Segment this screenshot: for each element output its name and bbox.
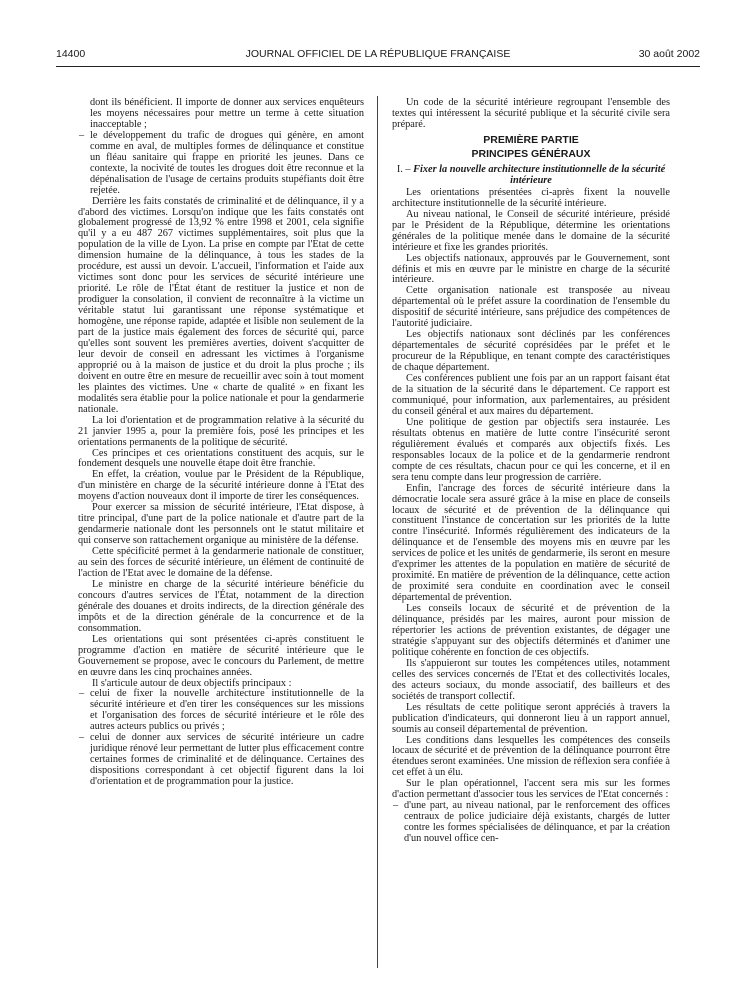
paragraph: Il s'articule autour de deux objectifs principaux : [92,677,292,689]
paragraph: Les objectifs nationaux, approuvés par le Gouvernement, sont définis et mis en œuvre par le ministre en charge de la sécurité intérieure. [392,252,670,286]
part-title: PREMIÈRE PARTIE [483,133,579,146]
paragraph: Ils s'appuieront sur toutes les compétences utiles, notamment celles des services concernés de l'Etat et des collectivités locales, des acteurs sociaux, du monde associatif, des bailleurs et des sociétés de transport collectif. [392,657,670,702]
section-title: Fixer la nouvelle architecture institutionnelle de la sécurité intérieure [413,163,666,186]
paragraph: Cette organisation nationale est transposée au niveau départemental où le préfet assure la coordination de l'ensemble du dispositif de sécurité intérieure, sans préjudice des compétences de l'autorité judiciaire. [392,285,670,330]
paragraph: Les objectifs nationaux sont déclinés par les conférences départementales de sécurité coprésidées par le préfet et le procureur de la République, en tenant compte des caractéristiques de chaque département. [392,329,670,374]
paragraph: Ces conférences publient une fois par an un rapport faisant état de la situation de la sécurité dans le département. Ce rapport est communiqué, pour information, aux parlementaires, au président du conseil général et aux maires du département. [392,373,670,417]
paragraph: Au niveau national, le Conseil de sécurité intérieure, présidé par le Président de la République, détermine les orientations générales de la politique menée dans le domaine de la sécurité intérieure et fixe les grandes priorités. [392,208,670,253]
left-column [78,98,364,788]
header-rule [56,66,700,67]
dash-list [78,689,364,788]
paragraph: Le ministre en charge de la sécurité intérieure bénéficie du concours d'autres services de l'État, notamment de la direction générale des douanes et droits indirects, de la direction générale des impôts et de la direction générale de la concurrence et de la consommation. [78,578,364,634]
paragraph: dont ils bénéficient. Il importe de donner aux services enquêteurs les moyens nécessaires pour mettre un terme à cette situation inacceptable ; [90,97,364,130]
list-item: – le développement du trafic de drogues qui génère, en amont comme en aval, de multiples formes de délinquance et constitue un fléau sanitaire qui frappe en priorité les jeunes. Dans ce contexte, la nocivité de toutes les drogues doit être reconnue et la dépénalisation de l'usage de certains produits stupéfiants doit être rejetée. [90,131,364,197]
page-header [56,48,700,66]
journal-title: JOURNAL OFFICIEL DE LA RÉPUBLIQUE FRANÇAISE [245,48,511,60]
paragraph: Les orientations présentées ci-après fixent la nouvelle architecture institutionnelle de la sécurité intérieure. [392,186,670,209]
paragraph: Un code de la sécurité intérieure regroupant l'ensemble des textes qui intéressent la sécurité publique et la sécurité civile sera préparé. [392,97,670,130]
column-divider [377,96,378,968]
paragraph: Enfin, l'ancrage des forces de sécurité intérieure dans la démocratie locale sera assuré grâce à la mise en place de conseils locaux de sécurité et de prévention de la délinquance qui constituent l'instance de concertation sur les priorités de la lutte contre l'insécurité. Informés régulièrement des indicateurs de la délinquance et de l'ensemble des moyens mis en œuvre par les services de police et les unités de gendarmerie, ils seront en mesure d'exprimer les attentes de la population en matière de sécurité de proximité. En matière de prévention de la délinquance, cette action de proximité sera conduite en coordination avec le conseil départemental de prévention. [392,482,670,604]
paragraph: Derrière les faits constatés de criminalité et de délinquance, il y a d'abord des victimes. Lorsqu'on indique que les faits constatés ont globalement progressé de 13,92 % entre 1998 et 2001, cela signifie qu'il y a eu 487 267 victimes supplémentaires, soit plus que la population de la ville de Lyon. La prise en compte par l'Etat de cette dimension humaine de la délinquance, à tous les stades de la procédure, est aussi un devoir. L'accueil, l'information et l'aide aux victimes sont donc pour les services de sécurité intérieure une priorité. Le rôle de l'État étant de restituer la justice et non de prodiguer la consolation, il convient de reconnaître à la victime un véritable statut lui garantissant une réponse systématique et homogène, une réponse rapide, adaptée et lisible non seulement de la part de la justice mais également des forces de sécurité qui, parce qu'elles sont souvent les premières averties, doivent s'acquitter de leur devoir de conseil en adressant les victimes à l'organisme approprié ou à la maison de justice et du droit la plus proche ; ils doivent en outre être en mesure de recueillir avec soin à tout moment les plaintes des victimes. Une « charte de qualité » en fixant les modalités sera établie pour la police nationale et pour la gendarmerie nationale. [78,195,364,415]
publication-date: 30 août 2002 [638,48,700,60]
dash-list [392,801,670,845]
list-item: – celui de fixer la nouvelle architecture institutionnelle de la sécurité intérieure et d'en tirer les conséquences sur les missions et l'organisation des forces de sécurité intérieure et le rôle des autres acteurs publics ou privés ; [90,689,364,733]
paragraph: Cette spécificité permet à la gendarmerie nationale de constituer, au sein des forces de sécurité intérieure, un élément de continuité de l'action de l'Etat avec le domaine de la défense. [78,546,364,579]
paragraph: Sur le plan opérationnel, l'accent sera mis sur les formes d'action permettant d'associer tous les services de l'Etat concernés : [392,778,670,801]
list-item: – celui de donner aux services de sécurité intérieure un cadre juridique rénové leur permettant de lutter plus efficacement contre certaines formes de criminalité et de délinquance. Certaines des dispositions correspondant à cet objectif figurent dans la loi d'orientation et de programmation pour la justice. [90,733,364,788]
paragraph: Pour exercer sa mission de sécurité intérieure, l'Etat dispose, à titre principal, d'une part de la police nationale et d'autre part de la gendarmerie nationale dont les personnels ont le statut militaire et qui conserve son rattachement organique au ministère de la défense. [78,502,364,547]
paragraph: La loi d'orientation et de programmation relative à la sécurité du 21 janvier 1995 a, pour la première fois, posé les principes et les orientations permanents de la politique de sécurité. [78,414,364,448]
paragraph: Les orientations qui sont présentées ci-après constituent le programme d'action en matière de sécurité intérieure que le Gouvernement se propose, avec le concours du Parlement, de mettre en œuvre dans les cinq prochaines années. [78,633,364,678]
list-item: – d'une part, au niveau national, par le renforcement des offices centraux de police judiciaire déjà existants, chargés de lutter contre les formes spécialisées de délinquance, et par la création d'un nouvel office cen- [404,801,670,845]
paragraph: En effet, la création, voulue par le Président de la République, d'un ministère en charge de la sécurité intérieure donne à l'Etat des moyens d'action nouveaux dont il importe de tirer les conséquences. [78,469,364,503]
paragraph: Les conseils locaux de sécurité et de prévention de la délinquance, présidés par les maires, auront pour mission de répertorier les actions de prévention existantes, de dégager une stratégie s'appuyant sur des objectifs déterminés et d'animer une politique cohérente en fonction de ces objectifs. [392,603,670,658]
page-number: 14400 [56,48,86,60]
part-subtitle: PRINCIPES GÉNÉRAUX [471,147,591,160]
section-heading [392,164,670,186]
paragraph: Les conditions dans lesquelles les compétences des conseils locaux de sécurité et de prévention de la délinquance pourront être étendues seront examinées. Une mission de réflexion sera confiée à cet effet à un élu. [392,734,670,779]
right-column [392,98,670,845]
paragraph: Les résultats de cette politique seront appréciés à travers la publication d'indicateurs, qui donneront lieu à un rapport annuel, soumis au conseil départemental de prévention. [392,701,670,735]
section-number: I. – [396,163,411,175]
dash-list [78,131,364,197]
paragraph: Ces principes et ces orientations constituent des acquis, sur le fondement desquels une nouvelle étape doit être franchie. [78,447,364,470]
paragraph: Une politique de gestion par objectifs sera instaurée. Les résultats obtenus en matière de lutte contre l'insécurité seront régulièrement évalués et comparés aux objectifs fixés. Les responsables locaux de la police et de la gendarmerie rendront compte de ces résultats, chacun pour ce qui les concerne, et il en sera tenu compte dans leur progression de carrière. [392,416,670,483]
